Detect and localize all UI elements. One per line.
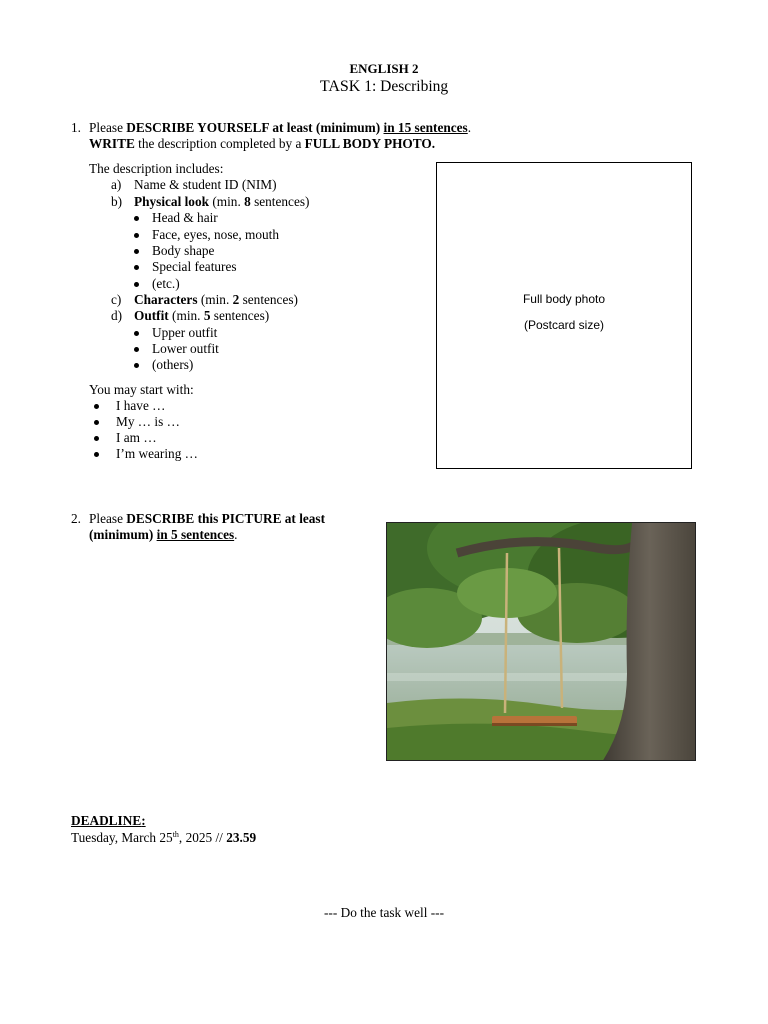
physical-item: Body shape [152, 243, 215, 258]
item-b-number: 8 [244, 194, 251, 209]
item-b-bold: Physical look [134, 194, 209, 209]
item-a-label: a) [111, 177, 122, 192]
starter-phrase: My … is … [116, 414, 180, 429]
tree-swing-illustration [387, 523, 696, 761]
question-2-number: 2. [71, 511, 81, 526]
bullet-icon [134, 282, 139, 287]
item-c-number: 2 [232, 292, 240, 307]
physical-item: Head & hair [152, 210, 218, 225]
physical-item: (etc.) [152, 276, 180, 291]
q1-write-rest: the description completed by a [134, 136, 305, 151]
bullet-icon [134, 363, 139, 368]
item-c-rest-2: sentences) [239, 292, 298, 307]
deadline-label-text: DEADLINE [71, 813, 142, 828]
starter-phrase: I’m wearing … [116, 446, 198, 461]
bullet-icon [134, 347, 139, 352]
question-2-line-2 [89, 527, 237, 543]
q1-please: Please [89, 120, 127, 135]
q1-period-2: . [431, 136, 436, 151]
physical-item: Special features [152, 259, 237, 274]
deadline-time: 23.59 [226, 830, 257, 845]
bullet-icon [134, 249, 139, 254]
bullet-icon [134, 265, 139, 270]
starter-phrase: I am … [116, 430, 157, 445]
item-d-label: d) [111, 308, 123, 323]
item-d-text [134, 308, 269, 324]
tree-swing-picture [386, 522, 696, 761]
item-d-number: 5 [203, 308, 211, 323]
q2-please: Please [89, 511, 127, 526]
item-c-text [134, 292, 298, 308]
q1-describe: DESCRIBE YOURSELF at least (minimum) [126, 120, 384, 135]
item-a-text: Name & student ID (NIM) [134, 177, 277, 192]
item-b-label: b) [111, 194, 123, 209]
physical-item: Face, eyes, nose, mouth [152, 227, 280, 242]
q1-sentence-count: in 15 sentences [383, 120, 468, 135]
bullet-icon [134, 233, 139, 238]
deadline-date [71, 830, 256, 846]
start-with-heading: You may start with: [89, 382, 194, 397]
outfit-item: (others) [152, 357, 194, 372]
task-title [0, 78, 768, 96]
bullet-icon [94, 420, 99, 425]
photo-caption-1: Full body photo [522, 292, 606, 306]
question-2-line-1 [89, 511, 325, 527]
full-body-photo-placeholder [436, 162, 692, 469]
q2-sentence-count: in 5 sentences [156, 527, 235, 542]
item-c-bold: Characters [134, 292, 198, 307]
bullet-icon [94, 436, 99, 441]
includes-heading: The description includes: [89, 161, 224, 176]
item-b-text [134, 194, 309, 210]
outfit-item: Upper outfit [152, 325, 218, 340]
task-subtitle: 1: Describing [360, 78, 449, 95]
bullet-icon [134, 331, 139, 336]
q1-full-body-photo: FULL BODY PHOTO [304, 136, 432, 151]
deadline-label [71, 813, 146, 829]
item-d-rest-2: sentences) [210, 308, 270, 323]
course-title: ENGLISH 2 [349, 61, 419, 76]
question-1-line-1 [89, 120, 471, 136]
footer-note: --- Do the task well --- [324, 905, 444, 920]
q1-period: . [467, 120, 472, 135]
q1-write: WRITE [89, 136, 135, 151]
deadline-date-text: Tuesday, March 25 [71, 830, 173, 845]
q2-minimum: (minimum) [89, 527, 157, 542]
item-b-rest-1: (min. [209, 194, 245, 209]
task-label: TASK [319, 78, 361, 95]
item-b-rest-2: sentences) [250, 194, 310, 209]
item-d-bold: Outfit [134, 308, 169, 323]
bullet-icon [94, 452, 99, 457]
question-1-number: 1. [71, 120, 81, 135]
q2-period: . [234, 527, 238, 542]
question-1-line-2 [89, 136, 435, 152]
outfit-item: Lower outfit [152, 341, 219, 356]
deadline-date-suffix: th [172, 830, 179, 839]
starter-phrase: I have … [116, 398, 166, 413]
q2-describe: DESCRIBE this PICTURE at least [126, 511, 326, 526]
deadline-year: , 2025 // [178, 830, 227, 845]
item-d-rest-1: (min. [168, 308, 204, 323]
item-c-label: c) [111, 292, 122, 307]
item-c-rest-1: (min. [197, 292, 233, 307]
bullet-icon [134, 216, 139, 221]
bullet-icon [94, 404, 99, 409]
photo-caption-2: (Postcard size) [523, 318, 605, 332]
deadline-colon: : [141, 813, 146, 828]
